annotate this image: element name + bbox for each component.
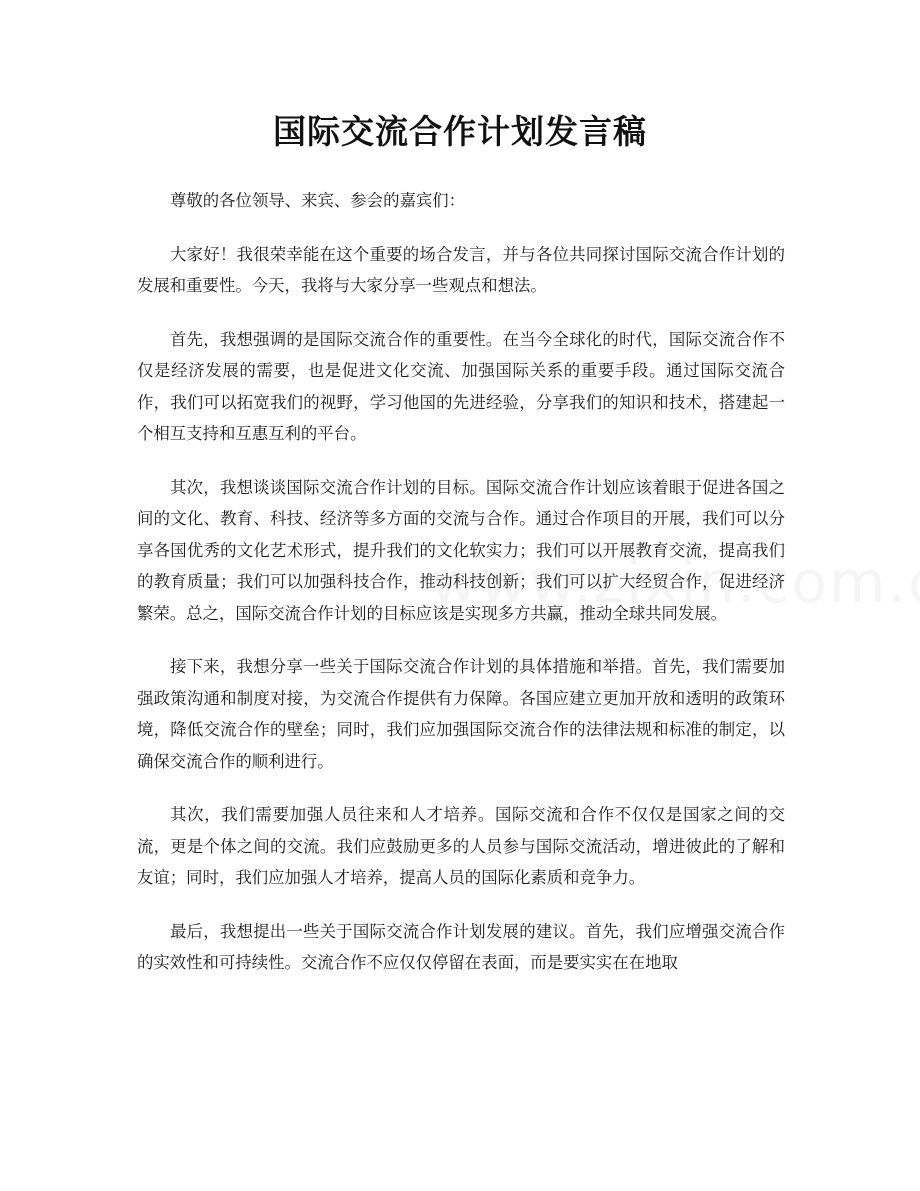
- paragraph-measures: 接下来，我想分享一些关于国际交流合作计划的具体措施和举措。首先，我们需要加强政策沟通和制度对接，为交流合作提供有力保障。各国应建立更加开放和透明的政策环境，降低交流合作的壁垒；同时，我们应加强国际交流合作的法律法规和标准的制定，以确保交流合作的顺利进行。: [137, 657, 785, 771]
- paragraph-suggestions: 最后，我想提出一些关于国际交流合作计划发展的建议。首先，我们应增强交流合作的实效性和可持续性。交流合作不应仅仅停留在表面，而是要实实在在地取: [137, 921, 785, 972]
- paragraph-talent: 其次，我们需要加强人员往来和人才培养。国际交流和合作不仅仅是国家之间的交流，更是个体之间的交流。我们应鼓励更多的人员参与国际交流活动，增进彼此的了解和友谊；同时，我们应加强人才培养，提高人员的国际化素质和竞争力。: [137, 805, 785, 887]
- paragraph-goals: 其次，我想谈谈国际交流合作计划的目标。国际交流合作计划应该着眼于促进各国之间的文化、教育、科技、经济等多方面的交流与合作。通过合作项目的开展，我们可以分享各国优秀的文化艺术形式，提升我们的文化软实力；我们可以开展教育交流，提高我们的教育质量；我们可以加强科技合作，推动科技创新；我们可以扩大经贸合作，促进经济繁荣。总之，国际交流合作计划的目标应该是实现多方共赢，推动全球共同发展。: [137, 477, 785, 623]
- document-title: 国际交流合作计划发言稿: [273, 112, 647, 151]
- paragraph-opening: 大家好！我很荣幸能在这个重要的场合发言，并与各位共同探讨国际交流合作计划的发展和重要性。今天，我将与大家分享一些观点和想法。: [137, 244, 785, 295]
- greeting-paragraph: 尊敬的各位领导、来宾、参会的嘉宾们：: [170, 191, 466, 210]
- document-body: [137, 185, 785, 1001]
- paragraph-importance: 首先，我想强调的是国际交流合作的重要性。在当今全球化的时代，国际交流合作不仅是经济发展的需要，也是促进文化交流、加强国际关系的重要手段。通过国际交流合作，我们可以拓宽我们的视野，学习他国的先进经验，分享我们的知识和技术，搭建起一个相互支持和互惠互利的平台。: [137, 329, 785, 443]
